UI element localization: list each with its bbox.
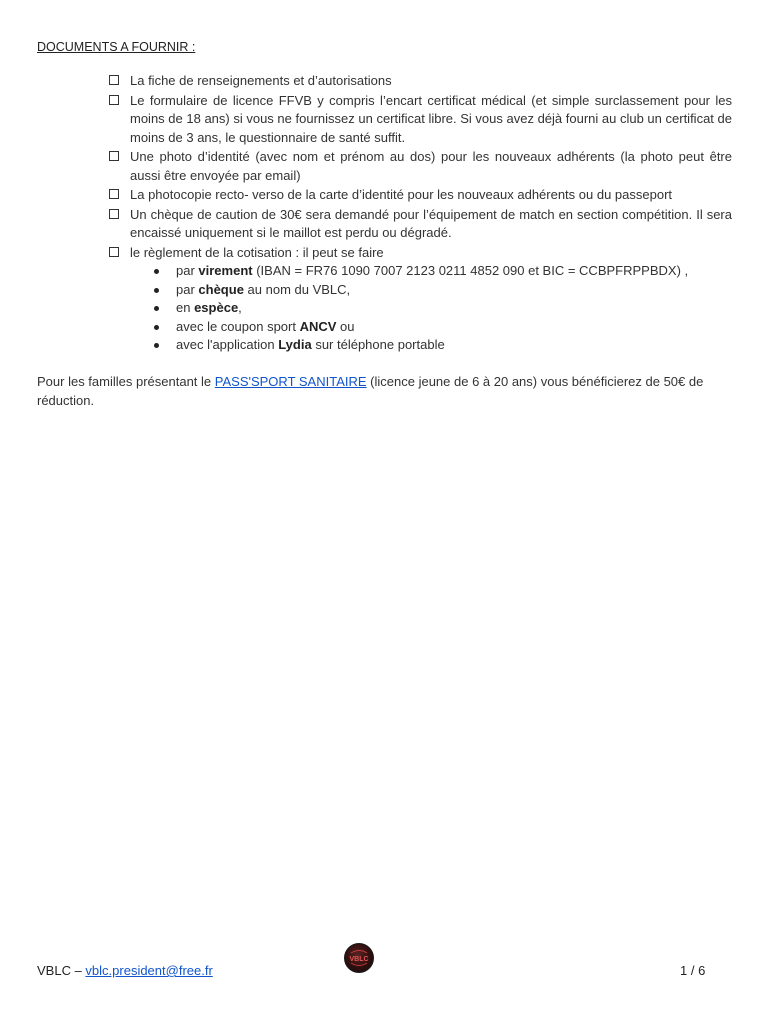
checklist-item-text: le règlement de la cotisation : il peut se faire — [130, 244, 384, 260]
checkbox-icon[interactable] — [109, 95, 119, 105]
footer-org: VBLC – — [37, 963, 86, 978]
payment-text: avec le coupon sport — [176, 318, 300, 334]
payment-methods-list — [154, 262, 732, 355]
paragraph-text: Pour les familles présentant le — [37, 374, 215, 389]
bullet-icon — [154, 343, 159, 348]
checkbox-icon[interactable] — [109, 209, 119, 219]
payment-method-item — [154, 262, 732, 281]
checkbox-icon[interactable] — [109, 189, 119, 199]
checklist-item — [108, 186, 732, 205]
payment-text: (IBAN = FR76 1090 7007 2123 0211 4852 090 et BIC = CCBPFRPPBDX) , — [252, 263, 689, 278]
bullet-icon — [154, 288, 159, 293]
section-heading: DOCUMENTS A FOURNIR : — [37, 40, 196, 54]
club-logo — [344, 943, 374, 973]
payment-method-name: ANCV — [299, 318, 337, 334]
paragraph-text: (licence jeune de 6 à 20 ans) vous bénéficierez de 50€ de réduction. — [37, 374, 704, 408]
payment-method-item — [154, 318, 732, 337]
payment-text: , — [238, 300, 242, 315]
checklist-item — [108, 148, 732, 185]
footer-contact — [37, 962, 213, 981]
page-number: 1 / 6 — [680, 963, 706, 978]
payment-method-name: Lydia — [278, 337, 312, 352]
volleyball-logo-icon — [345, 944, 373, 972]
payment-method-item — [154, 281, 732, 300]
payment-method-item — [154, 299, 732, 318]
checklist-item — [108, 72, 732, 91]
payment-method-name: chèque — [198, 281, 244, 297]
checklist-item-text: Une photo d’identité (avec nom et prénom au dos) pour les nouveaux adhérents (la photo peut être aussi être envoyée par email) — [130, 149, 732, 183]
documents-checklist — [108, 72, 732, 356]
email-link[interactable]: vblc.president@free.fr — [85, 963, 213, 978]
pass-sport-link[interactable]: PASS'SPORT SANITAIRE — [214, 374, 367, 389]
checklist-item — [108, 92, 732, 148]
payment-text: au nom du VBLC, — [243, 281, 351, 297]
payment-method-item — [154, 336, 732, 355]
checklist-item-text: La photocopie recto- verso de la carte d’identité pour les nouveaux adhérents ou du passeport — [130, 187, 673, 202]
checkbox-icon[interactable] — [109, 151, 119, 161]
checklist-item-text: La fiche de renseignements et d’autorisations — [130, 73, 392, 88]
checklist-item — [108, 206, 732, 243]
payment-text: ou — [336, 318, 355, 334]
logo-text: VBLC — [349, 956, 369, 963]
checkbox-icon[interactable] — [109, 75, 119, 85]
discount-paragraph — [37, 373, 731, 410]
payment-text: sur téléphone portable — [311, 337, 445, 352]
bullet-icon — [154, 306, 159, 311]
bullet-icon — [154, 325, 159, 330]
payment-text: par — [176, 263, 199, 278]
payment-method-name: virement — [198, 263, 253, 278]
checkbox-icon[interactable] — [109, 247, 119, 257]
checklist-item-text: Un chèque de caution de 30€ sera demandé pour l’équipement de match en section compétition. Il sera encaissé uniquement si le maillot est perdu ou dégradé. — [130, 206, 732, 240]
payment-method-name: espèce — [194, 300, 239, 315]
payment-text: par — [176, 281, 199, 297]
payment-text: en — [176, 300, 195, 315]
payment-text: avec l'application — [176, 337, 279, 352]
checklist-item-text: Le formulaire de licence FFVB y compris l’encart certificat médical (et simple surclassement pour les moins de 18 ans) si vous ne fournissez un certificat libre. Si vous avez déjà fourni au club un certificat de moins de 3 ans, le questionnaire de santé suffit. — [130, 92, 732, 145]
bullet-icon — [154, 269, 159, 274]
checklist-item — [108, 244, 732, 355]
